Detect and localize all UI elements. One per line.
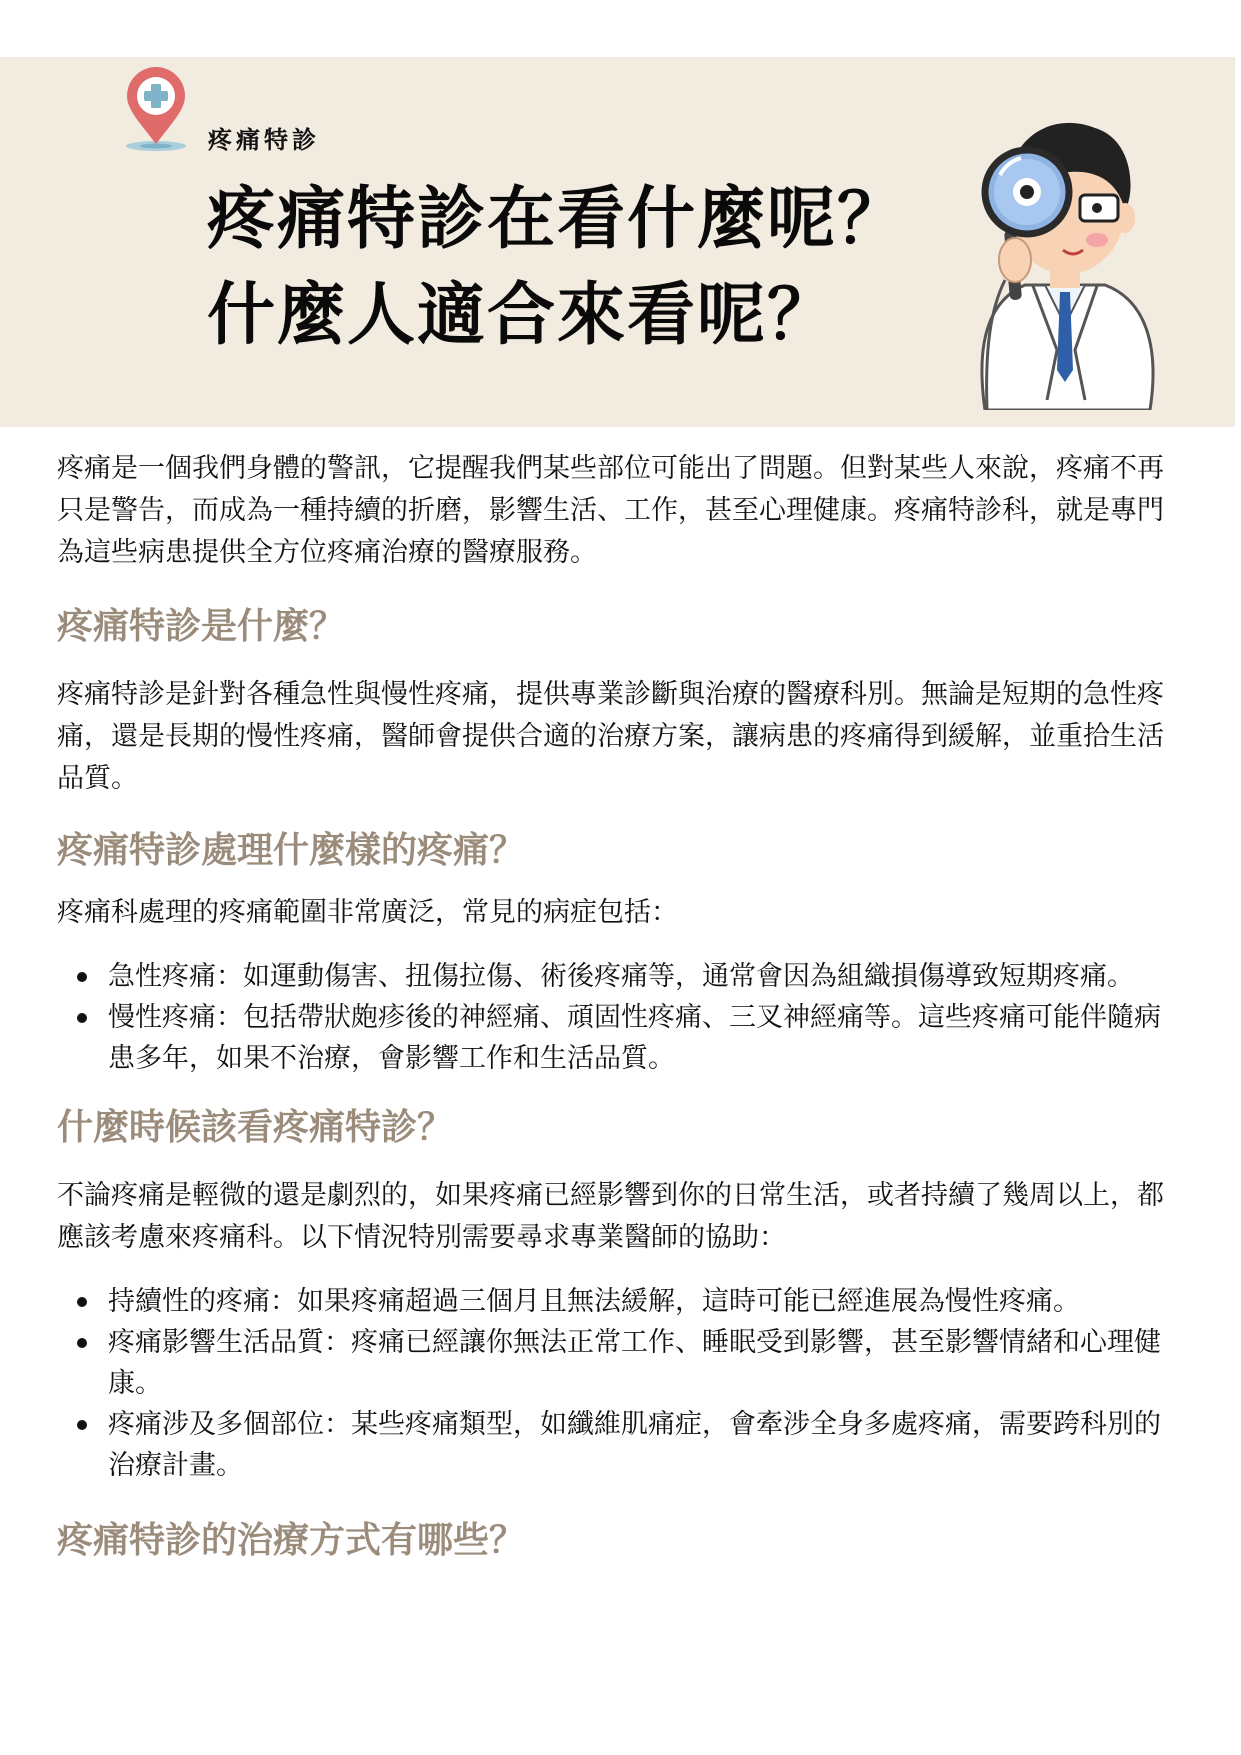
bullet-icon: [77, 1338, 87, 1348]
article-body: [57, 448, 1169, 1566]
list-item: [57, 956, 1169, 997]
section-heading-treatments: 疼痛特診的治療方式有哪些？: [57, 1520, 526, 1561]
list-item-text: 慢性疼痛：包括帶狀皰疹後的神經痛、頑固性疼痛、三叉神經痛等。這些疼痛可能伴隨病患多年，如果不治療，會影響工作和生活品質。: [108, 1002, 1161, 1074]
list-item: [57, 1404, 1169, 1486]
list-item-text: 疼痛影響生活品質：疼痛已經讓你無法正常工作、睡眠受到影響，甚至影響情緒和心理健康。: [108, 1327, 1161, 1399]
section-paragraph-types: 疼痛科處理的疼痛範圍非常廣泛，常見的病症包括：: [57, 897, 678, 928]
list-item-text: 急性疼痛：如運動傷害、扭傷拉傷、術後疼痛等，通常會因為組織損傷導致短期疼痛。: [108, 961, 1134, 992]
list-item: [57, 1322, 1169, 1404]
medical-location-pin-icon: [117, 66, 195, 156]
page-title-line-2: 什麼人適合來看呢？: [207, 276, 838, 355]
bullet-icon: [77, 1013, 87, 1023]
doctor-magnifier-illustration: [945, 100, 1175, 410]
list-item-text: 疼痛涉及多個部位：某些疼痛類型，如纖維肌痛症，會牽涉全身多處疼痛，需要跨科別的治療計畫。: [108, 1409, 1161, 1481]
page-title-line-1: 疼痛特診在看什麼呢？: [207, 180, 908, 259]
list-item: [57, 997, 1169, 1079]
section-paragraph-what: 疼痛特診是針對各種急性與慢性疼痛，提供專業診斷與治療的醫療科別。無論是短期的急性疼痛，還是長期的慢性疼痛，醫師會提供合適的治療方案，讓病患的疼痛得到緩解，並重拾生活品質。: [57, 679, 1164, 794]
intro-paragraph: 疼痛是一個我們身體的警訊，它提醒我們某些部位可能出了問題。但對某些人來說，疼痛不再只是警告，而成為一種持續的折磨，影響生活、工作，甚至心理健康。疼痛特診科，就是專門為這些病患提供全方位疼痛治療的醫療服務。: [57, 453, 1164, 568]
section-heading-what: 疼痛特診是什麼？: [57, 606, 346, 647]
bullet-icon: [77, 1420, 87, 1430]
list-item: [57, 1281, 1169, 1322]
section-paragraph-when: 不論疼痛是輕微的還是劇烈的，如果疼痛已經影響到你的日常生活，或者持續了幾周以上，都應該考慮來疼痛科。以下情況特別需要尋求專業醫師的協助：: [57, 1180, 1164, 1253]
bullet-icon: [77, 1297, 87, 1307]
section-heading-when: 什麼時候該看疼痛特診？: [57, 1107, 454, 1148]
list-item-text: 持續性的疼痛：如果疼痛超過三個月且無法緩解，這時可能已經進展為慢性疼痛。: [108, 1286, 1080, 1317]
section-heading-types: 疼痛特診處理什麼樣的疼痛？: [57, 830, 526, 871]
types-bullet-list: [57, 956, 1169, 1079]
category-label: 疼痛特診: [208, 126, 320, 154]
bullet-icon: [77, 972, 87, 982]
when-bullet-list: [57, 1281, 1169, 1486]
